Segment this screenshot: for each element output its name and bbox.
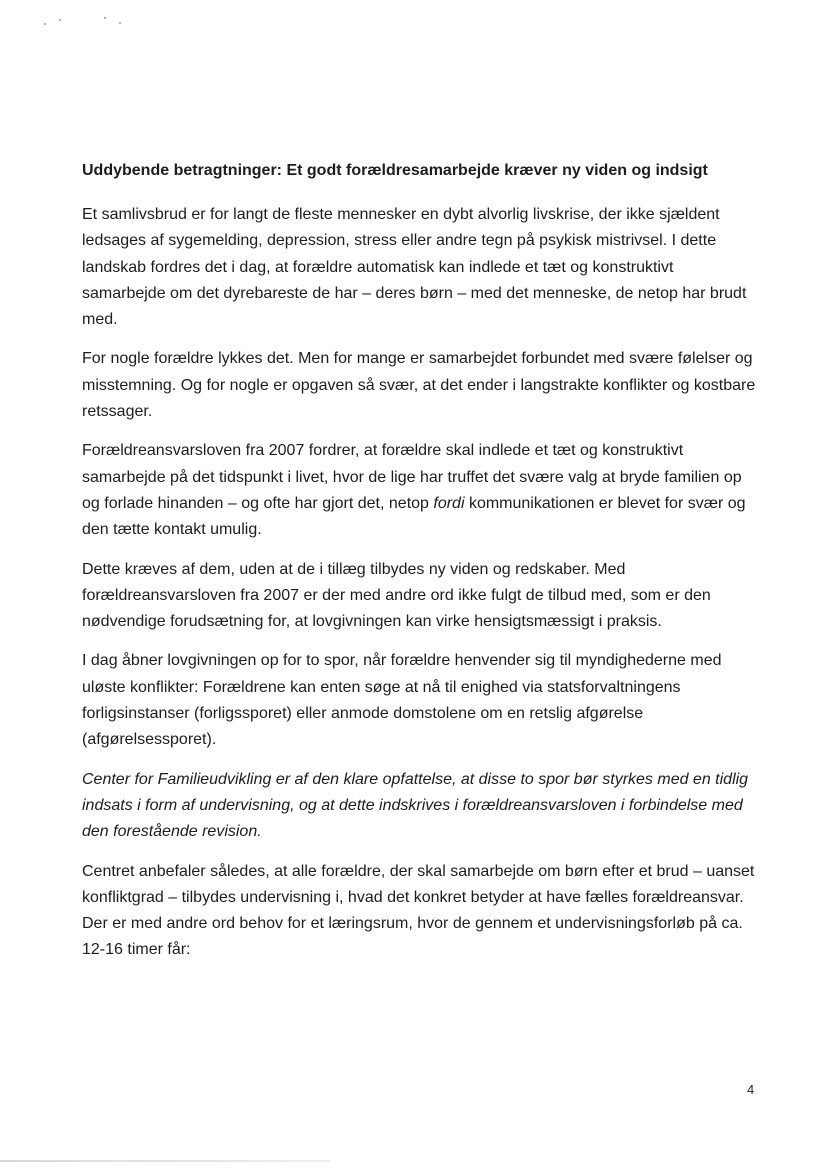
paragraph-5: I dag åbner lovgivningen op for to spor, når forældre henvender sig til myndighederne med uløste konflikter: Forældrene kan enten søge at nå til enighed via statsforvaltningens forligsinstanser (forligssporet) eller anmode domstolene om en retslig afgørelse (afgørelsessporet).: [82, 652, 722, 749]
document-body: [82, 158, 758, 977]
scan-edge-artifact: [0, 1160, 330, 1162]
paragraph-3-text-start: Forældreansvarsloven fra 2007 fordrer, at forældre skal indlede et tæt og konstruktivt samarbejde på det tidspunkt i livet, hvor de lige har truffet det svære valg at bryde familien op og forlade hinanden – og ofte har gjort det, netop: [82, 442, 742, 512]
paragraph-1: Et samlivsbrud er for langt de fleste mennesker en dybt alvorlig livskrise, der ikke sjældent ledsages af sygemelding, depression, stress eller andre tegn på psykisk mistrivsel. I dette landskab fordres det i dag, at forældre automatisk kan indlede et tæt og konstruktivt samarbejde om det dyrebareste de har – deres børn – med det menneske, de netop har brudt med.: [82, 206, 747, 329]
section-heading: Uddybende betragtninger: Et godt forældresamarbejde kræver ny viden og indsigt: [82, 162, 708, 179]
paragraph-4: Dette kræves af dem, uden at de i tillæg tilbydes ny viden og redskaber. Med forældreansvarsloven fra 2007 er der med andre ord ikke fulgt de tilbud med, som er den nødvendige forudsætning for, at lovgivningen kan virke hensigtsmæssigt i praksis.: [82, 560, 711, 631]
paragraph-2: For nogle forældre lykkes det. Men for mange er samarbejdet forbundet med svære følelser og misstemning. Og for nogle er opgaven så svær, at det ender i langstrakte konflikter og kostbare retssager.: [82, 350, 756, 421]
paragraph-7: Centret anbefaler således, at alle forældre, der skal samarbejde om børn efter et brud – uanset konfliktgrad – tilbydes undervisning i, hvad det konkret betyder at have fælles forældreansvar. Der er med andre ord behov for et læringsrum, hvor de gennem et undervisningsforløb på ca. 12-16 timer får:: [82, 862, 755, 959]
paragraph-3-emphasis: fordi: [433, 494, 465, 512]
paragraph-3: [82, 438, 758, 543]
paragraph-3-text-end: kommunikationen er blevet for svær og den tætte kontakt umulig.: [82, 494, 746, 539]
paragraph-6-italic: Center for Familieudvikling er af den klare opfattelse, at disse to spor bør styrkes med en tidlig indsats i form af undervisning, og at dette indskrives i forældreansvarsloven i forbindelse med den forestående revision.: [82, 770, 749, 841]
scan-artifact: [40, 14, 130, 34]
page-number: 4: [747, 1082, 755, 1097]
